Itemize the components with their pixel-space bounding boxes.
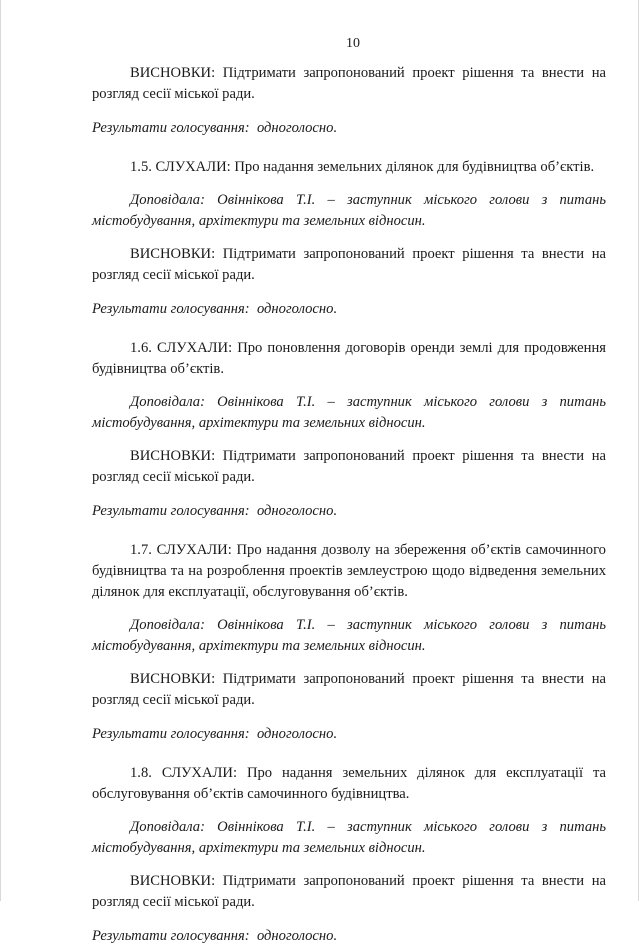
conclusion-label: ВИСНОВКИ:: [130, 65, 216, 81]
speaker-paragraph-1-5: [92, 190, 606, 232]
heard-text: Про надання земельних ділянок для експлуатації та обслуговування об’єктів самочинного будівництва.: [92, 765, 607, 802]
heard-label: СЛУХАЛИ:: [156, 340, 233, 356]
section-number: 1.8.: [130, 765, 152, 781]
vote-result-1-7: [92, 724, 606, 745]
vote-result-text: одноголосно.: [256, 928, 338, 944]
speaker-label: Доповідала:: [130, 394, 205, 410]
heard-text: Про поновлення договорів оренди землі для продовження будівництва об’єктів.: [92, 340, 606, 377]
heard-paragraph-1-7: [92, 540, 606, 603]
conclusion-paragraph-1-6: [92, 446, 606, 488]
speaker-text: Овіннікова Т.І. – заступник міського голови з питань містобудування, архітектури та земельних відносин.: [92, 192, 606, 229]
heard-paragraph-1-6: [92, 338, 606, 380]
conclusion-paragraph-1-7: [92, 669, 606, 711]
conclusion-text: Підтримати запропонований проект рішення та внести на розгляд сесії міської ради.: [92, 873, 606, 910]
vote-result-label: Результати голосування:: [92, 928, 250, 944]
speaker-paragraph-1-8: [92, 817, 606, 859]
speaker-text: Овіннікова Т.І. – заступник міського голови з питань містобудування, архітектури та земельних відносин.: [92, 394, 606, 431]
conclusion-paragraph: [92, 63, 606, 105]
vote-result-1-5: [92, 299, 606, 320]
speaker-text: Овіннікова Т.І. – заступник міського голови з питань містобудування, архітектури та земельних відносин.: [92, 819, 606, 856]
conclusion-paragraph-1-8: [92, 871, 606, 913]
vote-result-label: Результати голосування:: [92, 503, 250, 519]
vote-result-text: одноголосно.: [256, 503, 338, 519]
vote-result: [92, 118, 606, 139]
page-number: 10: [346, 36, 360, 51]
conclusion-label: ВИСНОВКИ:: [130, 246, 216, 262]
section-number: 1.5.: [130, 159, 152, 175]
heard-paragraph-1-5: [92, 157, 606, 178]
vote-result-1-8: [92, 926, 606, 947]
heard-label: СЛУХАЛИ:: [156, 542, 232, 558]
speaker-label: Доповідала:: [130, 192, 205, 208]
vote-result-label: Результати голосування:: [92, 301, 250, 317]
conclusion-text: Підтримати запропонований проект рішення та внести на розгляд сесії міської ради.: [92, 65, 606, 102]
vote-result-label: Результати голосування:: [92, 120, 250, 136]
conclusion-text: Підтримати запропонований проект рішення та внести на розгляд сесії міської ради.: [92, 246, 606, 283]
conclusion-label: ВИСНОВКИ:: [130, 873, 216, 889]
heard-label: СЛУХАЛИ:: [161, 765, 237, 781]
heard-text: Про надання дозволу на збереження об’єктів самочинного будівництва та на розроблення проектів землеустрою щодо відведення земельних ділянок для експлуатації, обслуговування об’єктів.: [92, 542, 606, 600]
conclusion-text: Підтримати запропонований проект рішення та внести на розгляд сесії міської ради.: [92, 671, 606, 708]
vote-result-text: одноголосно.: [256, 120, 338, 136]
heard-label: СЛУХАЛИ:: [155, 159, 231, 175]
conclusion-label: ВИСНОВКИ:: [130, 448, 216, 464]
vote-result-text: одноголосно.: [256, 301, 338, 317]
speaker-text: Овіннікова Т.І. – заступник міського голови з питань містобудування, архітектури та земельних відносин.: [92, 617, 606, 654]
section-number: 1.7.: [130, 542, 152, 558]
vote-result-text: одноголосно.: [256, 726, 338, 742]
speaker-label: Доповідала:: [130, 617, 205, 633]
section-number: 1.6.: [130, 340, 152, 356]
speaker-paragraph-1-7: [92, 615, 606, 657]
conclusion-text: Підтримати запропонований проект рішення та внести на розгляд сесії міської ради.: [92, 448, 606, 485]
heard-text: Про надання земельних ділянок для будівництва об’єктів.: [234, 159, 595, 175]
conclusion-paragraph-1-5: [92, 244, 606, 286]
heard-paragraph-1-8: [92, 763, 606, 805]
vote-result-1-6: [92, 501, 606, 522]
speaker-label: Доповідала:: [130, 819, 205, 835]
vote-result-label: Результати голосування:: [92, 726, 250, 742]
conclusion-label: ВИСНОВКИ:: [130, 671, 216, 687]
speaker-paragraph-1-6: [92, 392, 606, 434]
